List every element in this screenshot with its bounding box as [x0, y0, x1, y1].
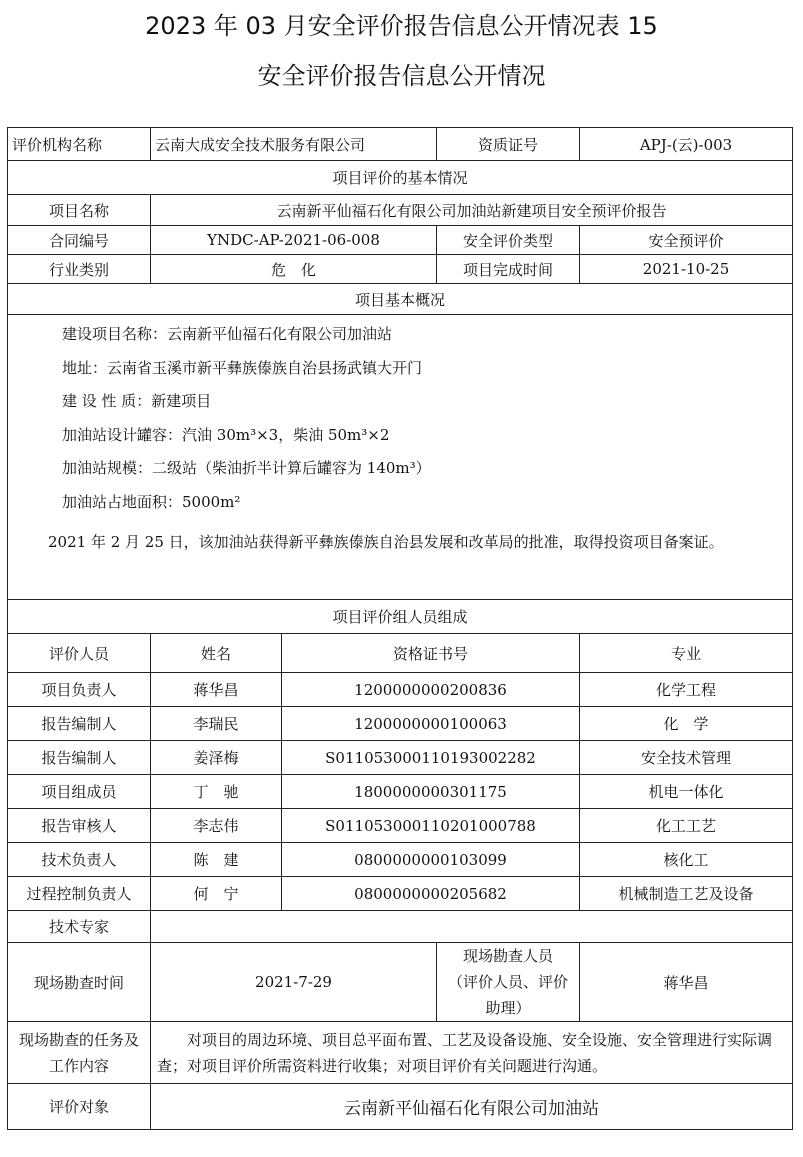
expert-row	[8, 911, 793, 943]
project-name-label: 项目名称	[8, 195, 151, 226]
member-role: 项目负责人	[8, 673, 151, 707]
member-role: 技术负责人	[8, 843, 151, 877]
survey-staff-value: 蒋华昌	[580, 943, 793, 1022]
survey-time-label: 现场勘查时间	[8, 943, 151, 1022]
task-row	[8, 1022, 793, 1084]
industry-value: 危 化	[151, 255, 437, 284]
expert-value	[151, 911, 793, 943]
member-cert: 1200000000100063	[282, 707, 580, 741]
member-role: 过程控制负责人	[8, 877, 151, 911]
member-cert: 0800000000103099	[282, 843, 580, 877]
member-major: 化工工艺	[580, 809, 793, 843]
team-row	[8, 809, 793, 843]
basic-heading: 项目评价的基本情况	[8, 161, 793, 195]
team-heading: 项目评价组人员组成	[8, 600, 793, 634]
team-header-row	[8, 634, 793, 673]
project-name-row	[8, 195, 793, 226]
member-cert: 0800000000205682	[282, 877, 580, 911]
team-col-role: 评价人员	[8, 634, 151, 673]
task-value: 对项目的周边环境、项目总平面布置、工艺及设备设施、安全设施、安全管理进行实际调查；对项目评价所需资料进行收集；对项目评价有关问题进行沟通。	[151, 1022, 793, 1084]
member-name: 蒋华昌	[151, 673, 282, 707]
member-cert: 1800000000301175	[282, 775, 580, 809]
overview-heading: 项目基本概况	[8, 284, 793, 315]
survey-staff-label: 现场勘查人员 （评价人员、评价助理）	[437, 943, 580, 1022]
team-col-name: 姓名	[151, 634, 282, 673]
member-role: 报告审核人	[8, 809, 151, 843]
project-name-value: 云南新平仙福石化有限公司加油站新建项目安全预评价报告	[151, 195, 793, 226]
team-row	[8, 673, 793, 707]
cert-value: APJ-(云)-003	[580, 128, 793, 161]
finish-label: 项目完成时间	[437, 255, 580, 284]
member-role: 项目组成员	[8, 775, 151, 809]
team-row	[8, 775, 793, 809]
target-label: 评价对象	[8, 1084, 151, 1130]
member-major: 化 学	[580, 707, 793, 741]
member-major: 机械制造工艺及设备	[580, 877, 793, 911]
cert-label: 资质证号	[437, 128, 580, 161]
contract-label: 合同编号	[8, 226, 151, 255]
document-title: 2023 年 03 月安全评价报告信息公开情况表 15	[145, 12, 658, 40]
member-name: 姜泽梅	[151, 741, 282, 775]
target-value: 云南新平仙福石化有限公司加油站	[151, 1084, 793, 1130]
member-name: 李瑞民	[151, 707, 282, 741]
survey-time-value: 2021-7-29	[151, 943, 437, 1022]
document-subtitle: 安全评价报告信息公开情况	[257, 62, 546, 90]
org-label: 评价机构名称	[8, 128, 151, 161]
team-col-major: 专业	[580, 634, 793, 673]
member-name: 何 宁	[151, 877, 282, 911]
member-major: 机电一体化	[580, 775, 793, 809]
member-role: 报告编制人	[8, 741, 151, 775]
task-label: 现场勘查的任务及工作内容	[8, 1022, 151, 1084]
industry-row	[8, 255, 793, 284]
overview-line: 加油站规模：二级站（柴油折半计算后罐容为 140m³）	[62, 459, 431, 477]
industry-label: 行业类别	[8, 255, 151, 284]
contract-value: YNDC-AP-2021-06-008	[151, 226, 437, 255]
overview-paragraph: 2021 年 2 月 25 日，该加油站获得新平彝族傣族自治县发展和改革局的批准，取得投资项目备案证。	[48, 533, 724, 551]
eval-type-value: 安全预评价	[580, 226, 793, 255]
member-cert: S011053000110201000788	[282, 809, 580, 843]
org-row	[8, 128, 793, 161]
member-role: 报告编制人	[8, 707, 151, 741]
overview-body	[8, 315, 793, 600]
member-name: 李志伟	[151, 809, 282, 843]
disclosure-table	[7, 127, 793, 1130]
overview-line: 建设项目名称：云南新平仙福石化有限公司加油站	[62, 325, 393, 343]
expert-label: 技术专家	[8, 911, 151, 943]
eval-type-label: 安全评价类型	[437, 226, 580, 255]
team-row	[8, 877, 793, 911]
member-major: 安全技术管理	[580, 741, 793, 775]
member-cert: 1200000000200836	[282, 673, 580, 707]
org-value: 云南大成安全技术服务有限公司	[151, 128, 437, 161]
target-row	[8, 1084, 793, 1130]
overview-line: 加油站设计罐容：汽油 30m³×3，柴油 50m³×2	[62, 425, 390, 444]
team-row	[8, 843, 793, 877]
member-major: 化学工程	[580, 673, 793, 707]
contract-row	[8, 226, 793, 255]
overview-line: 地址：云南省玉溪市新平彝族傣族自治县扬武镇大开门	[62, 358, 423, 377]
member-name: 丁 驰	[151, 775, 282, 809]
member-cert: S011053000110193002282	[282, 741, 580, 775]
team-col-cert: 资格证书号	[282, 634, 580, 673]
finish-value: 2021-10-25	[580, 255, 793, 284]
survey-row	[8, 943, 793, 1022]
overview-line: 加油站占地面积：5000m²	[62, 492, 241, 511]
member-name: 陈 建	[151, 843, 282, 877]
overview-line: 建 设 性 质：新建项目	[62, 392, 212, 410]
team-row	[8, 707, 793, 741]
member-major: 核化工	[580, 843, 793, 877]
team-row	[8, 741, 793, 775]
